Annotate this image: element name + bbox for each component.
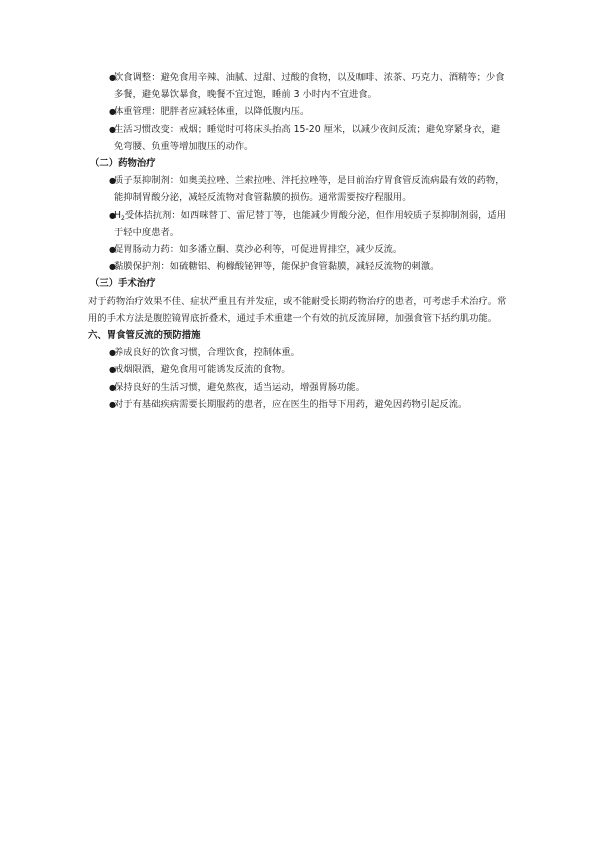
item-label: 体重管理：	[114, 106, 161, 118]
item-label: 饮食调整：	[114, 72, 161, 83]
item-label: 促胃肠动力药：	[114, 244, 180, 256]
bullet-icon: ●	[109, 262, 116, 272]
bullet-icon: ●	[109, 348, 116, 358]
item-label-prefix: H	[114, 209, 121, 221]
prevention-list	[88, 344, 508, 413]
list-item	[88, 172, 508, 206]
bullet-icon: ●	[109, 399, 116, 409]
item-text: 如多潘立酮、莫沙必利等，可促进胃排空，减少反流。	[179, 244, 403, 256]
item-text: 如奥美拉唑、兰索拉唑、泮托拉唑等，是目前治疗胃食管反流病最有效的药物，能抑制胃酸分泌，减轻反流物对食管黏膜的损伤。通常需要按疗程服用。	[114, 175, 505, 204]
lifestyle-list	[88, 69, 508, 155]
document-content	[88, 69, 508, 413]
item-text: 养成良好的饮食习惯，合理饮食，控制体重。	[114, 347, 300, 359]
list-item	[88, 361, 508, 378]
item-text: 戒烟；睡觉时可将床头抬高 15-20 厘米，以减少夜间反流；避免穿紧身衣，避免弯腰、负重等增加腹压的动作。	[114, 123, 501, 152]
bullet-icon: ●	[109, 176, 116, 186]
item-label: 生活习惯改变：	[114, 123, 180, 135]
list-item	[88, 103, 508, 120]
item-label: 质子泵抑制剂：	[114, 175, 180, 187]
bullet-icon: ●	[109, 73, 116, 82]
bullet-icon: ●	[109, 210, 116, 220]
item-text: 保持良好的生活习惯，避免熬夜，适当运动，增强胃肠功能。	[114, 381, 366, 393]
bullet-icon: ●	[109, 382, 116, 392]
list-item	[88, 207, 508, 241]
list-item	[88, 379, 508, 396]
list-item	[88, 69, 508, 103]
drug-therapy-heading: （二）药物治疗	[90, 158, 156, 170]
list-item	[88, 241, 508, 258]
surgery-paragraph: 对于药物治疗效果不佳、症状严重且有并发症，或不能耐受长期药物治疗的患者，可考虑手术治疗。常用的手术方法是腹腔镜胃底折叠术，通过手术重建一个有效的抗反流屏障，加强食管下括约肌功能。	[88, 295, 507, 324]
item-text: 如西咪替丁、雷尼替丁等，也能减少胃酸分泌，但作用较质子泵抑制剂弱，适用于轻中度患者。	[114, 209, 507, 238]
surgery-heading: （三）手术治疗	[90, 278, 156, 290]
list-item	[88, 121, 508, 155]
item-text: 肥胖者应减轻体重，以降低腹内压。	[160, 106, 310, 118]
drug-list	[88, 172, 508, 275]
list-item	[88, 344, 508, 361]
bullet-icon: ●	[109, 124, 116, 134]
item-text: 戒烟限酒，避免食用可能诱发反流的食物。	[114, 364, 291, 376]
item-label: 受体拮抗剂：	[124, 209, 181, 221]
list-item	[88, 258, 508, 275]
item-text: 对于有基础疾病需要长期服药的患者，应在医生的指导下用药，避免因药物引起反流。	[114, 398, 468, 410]
item-text: 避免食用辛辣、油腻、过甜、过酸的食物，以及咖啡、浓茶、巧克力、酒精等；少食多餐，避免暴饮暴食，晚餐不宜过饱，睡前 3 小时内不宜进食。	[114, 72, 505, 101]
item-label: 黏膜保护剂：	[114, 261, 170, 273]
list-item	[88, 396, 508, 413]
bullet-icon: ●	[109, 245, 116, 255]
prevention-heading: 六、胃食管反流的预防措施	[88, 330, 201, 342]
item-text: 如硫糖铝、枸橼酸铋钾等，能保护食管黏膜，减轻反流物的刺激。	[169, 261, 440, 273]
bullet-icon: ●	[109, 365, 116, 375]
item-label-subscript: 2	[121, 214, 125, 222]
bullet-icon: ●	[109, 107, 116, 117]
